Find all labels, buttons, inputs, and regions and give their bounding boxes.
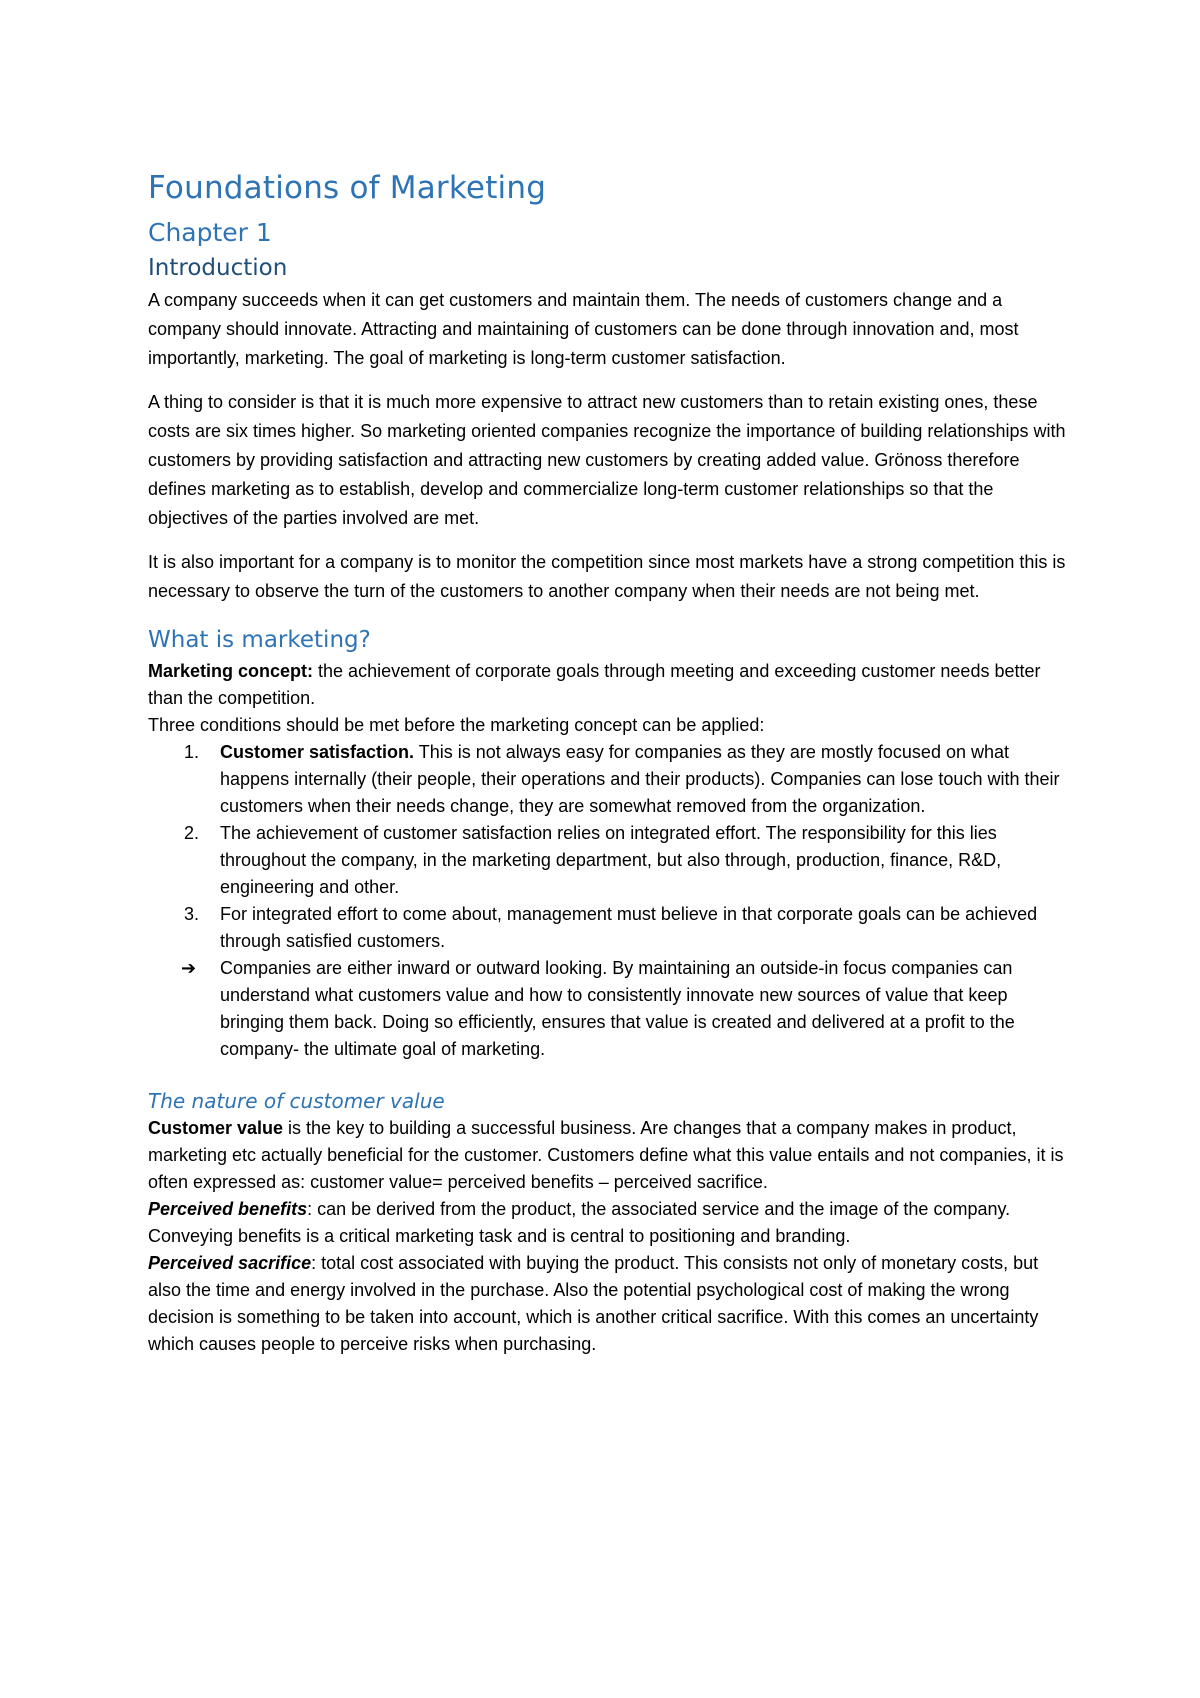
perceived-sacrifice-text: : total cost associated with buying the product. This consists not only of monetary costs, but also the time and energy involved in the purchase. Also the potential psychological cost of making the wrong decision is something to be taken into account, which is another critical sacrifice. With this comes an uncertainty which causes people to perceive risks when purchasing.: [148, 1253, 1039, 1354]
perceived-benefits-paragraph: [148, 1196, 1068, 1250]
customer-value-text: is the key to building a successful business. Are changes that a company makes in product, marketing etc actually beneficial for the customer. Customers define what this value entails and not companies, it is often expressed as: customer value= perceived benefits – perceived sacrifice.: [148, 1118, 1064, 1192]
intro-paragraph-2: A thing to consider is that it is much more expensive to attract new customers than to retain existing ones, these costs are six times higher. So marketing oriented companies recognize the importance of building relationships with customers by providing satisfaction and attracting new customers by creating added value. Grönoss therefore defines marketing as to establish, develop and commercialize long-term customer relationships so that the objectives of the parties involved are met.: [148, 392, 1066, 528]
list-number: 2.: [184, 823, 200, 843]
customer-value-term: Customer value: [148, 1118, 284, 1138]
list-item-text: The achievement of customer satisfaction relies on integrated effort. The responsibility for this lies throughout the company, in the marketing department, but also through, production, finance, R&D, engineering and other.: [220, 823, 1002, 897]
list-item: [148, 739, 1068, 820]
arrow-bullet-item: [148, 955, 1068, 1063]
document-title: Foundations of Marketing: [148, 170, 547, 206]
customer-value-paragraph: [148, 1115, 1068, 1196]
list-item-text: This is not always easy for companies as they are mostly focused on what happens internally (their people, their operations and their products). Companies can lose touch with their customers when their needs change, they are somewhat removed from the organization.: [220, 742, 1060, 816]
perceived-sacrifice-term: Perceived sacrifice: [148, 1253, 312, 1273]
intro-paragraph-3: It is also important for a company is to monitor the competition since most markets have a strong competition this is necessary to observe the turn of the customers to another company when their needs are not being met.: [148, 552, 1066, 601]
perceived-benefits-term: Perceived benefits: [148, 1199, 308, 1219]
customer-value-block: [148, 1115, 1068, 1358]
document-page: [148, 168, 1068, 1358]
list-item-text: For integrated effort to come about, management must believe in that corporate goals can be achieved through satisfied customers.: [220, 904, 1038, 951]
marketing-concept-text: the achievement of corporate goals through meeting and exceeding customer needs better than the competition.: [148, 661, 1041, 708]
customer-value-heading: The nature of customer value: [148, 1089, 445, 1113]
conditions-list: [148, 739, 1068, 955]
marketing-concept-definition: [148, 658, 1068, 712]
introduction-heading: Introduction: [148, 255, 288, 281]
list-number: 3.: [184, 904, 200, 924]
marketing-concept-block: [148, 658, 1068, 739]
chapter-heading: Chapter 1: [148, 218, 272, 247]
list-number: 1.: [184, 742, 200, 762]
intro-paragraph-1: A company succeeds when it can get customers and maintain them. The needs of customers change and a company should innovate. Attracting and maintaining of customers can be done through innovation and, most importantly, marketing. The goal of marketing is long-term customer satisfaction.: [148, 290, 1019, 368]
what-is-marketing-heading: What is marketing?: [148, 627, 371, 653]
list-item-bold: Customer satisfaction.: [220, 742, 415, 762]
perceived-benefits-text: : can be derived from the product, the associated service and the image of the company. Conveying benefits is a critical marketing task and is central to positioning and branding.: [148, 1199, 1011, 1246]
list-item: [148, 901, 1068, 955]
marketing-concept-term: Marketing concept:: [148, 661, 314, 681]
perceived-sacrifice-paragraph: [148, 1250, 1068, 1358]
conditions-intro: Three conditions should be met before the marketing concept can be applied:: [148, 715, 765, 735]
arrow-item-text: Companies are either inward or outward looking. By maintaining an outside-in focus companies can understand what customers value and how to consistently innovate new sources of value that keep bringing them back. Doing so efficiently, ensures that value is created and delivered at a profit to the company- the ultimate goal of marketing.: [220, 958, 1015, 1059]
arrow-right-icon: ➔: [181, 958, 197, 979]
list-item: [148, 820, 1068, 901]
